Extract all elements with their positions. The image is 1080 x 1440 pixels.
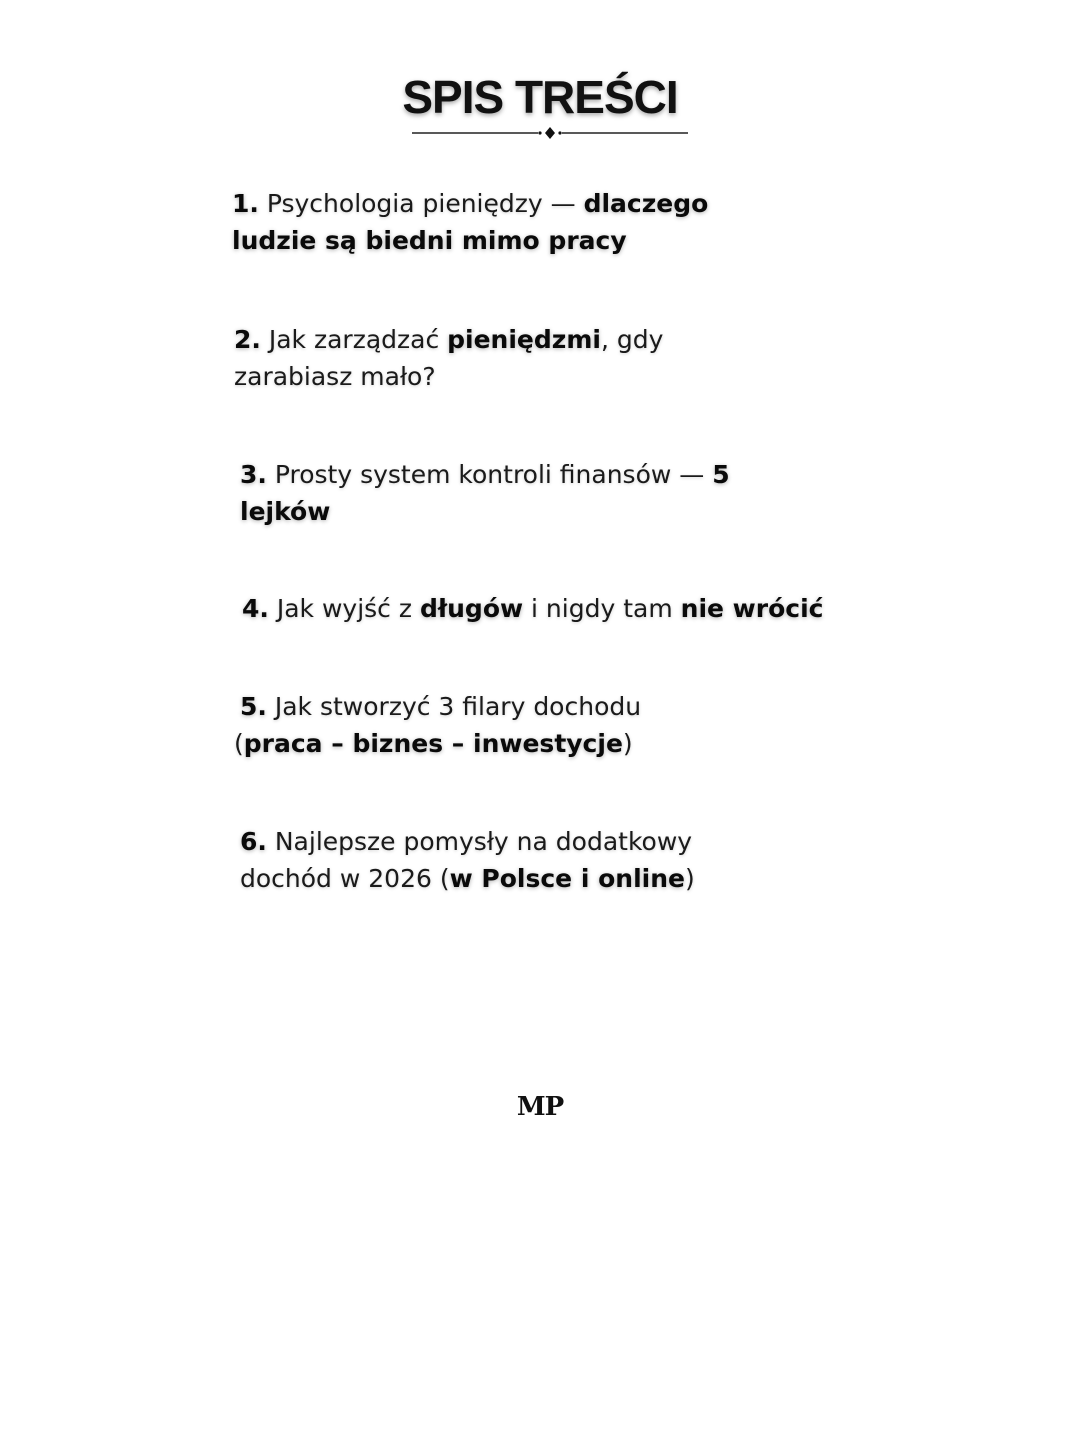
toc-item-highlight: w Polsce i online — [449, 864, 685, 893]
toc-item-text: Jak stworzyć 3 filary dochodu — [266, 692, 642, 721]
ornament-divider — [412, 126, 688, 140]
toc-item-text: ( — [234, 729, 244, 758]
toc-item-highlight: ludzie są biedni mimo pracy — [232, 226, 627, 255]
toc-item-1 — [232, 185, 708, 259]
toc-item-text: Najlepsze pomysły na dodatkowy — [266, 827, 693, 856]
toc-item-text: Jak wyjść z — [268, 594, 420, 623]
toc-item-number: 6. — [240, 827, 267, 856]
toc-item-3 — [240, 456, 730, 530]
toc-item-2 — [234, 321, 663, 395]
toc-item-highlight: dlaczego — [583, 189, 709, 218]
toc-item-highlight: długów — [419, 594, 524, 623]
toc-item-number: 2. — [234, 325, 261, 354]
toc-item-highlight: pieniędzmi — [447, 325, 601, 354]
toc-item-highlight: lejków — [240, 497, 331, 526]
toc-item-text: Jak zarządzać — [260, 325, 448, 354]
toc-item-text: , gdy — [600, 325, 664, 354]
toc-item-text: Psychologia pieniędzy — — [258, 189, 584, 218]
toc-item-text: dochód w 2026 ( — [240, 864, 450, 893]
toc-item-text: zarabiasz mało? — [234, 362, 436, 391]
toc-item-text: i nigdy tam — [523, 594, 681, 623]
toc-item-number: 5. — [240, 692, 267, 721]
author-signature: MP — [516, 1092, 564, 1122]
toc-item-number: 3. — [240, 460, 267, 489]
toc-item-number: 4. — [242, 594, 269, 623]
toc-item-number: 1. — [232, 189, 259, 218]
toc-item-text: ) — [684, 864, 695, 893]
toc-item-highlight: 5 — [712, 460, 730, 489]
page-title: SPIS TREŚCI — [402, 71, 678, 123]
toc-item-text: ) — [622, 729, 633, 758]
toc-item-highlight: nie wrócić — [680, 594, 824, 623]
toc-item-6 — [240, 823, 695, 897]
toc-item-text: Prosty system kontroli finansów — — [266, 460, 713, 489]
toc-item-highlight: praca – biznes – inwestycje — [243, 729, 623, 758]
toc-item-5 — [234, 688, 641, 762]
toc-item-4 — [242, 590, 823, 627]
